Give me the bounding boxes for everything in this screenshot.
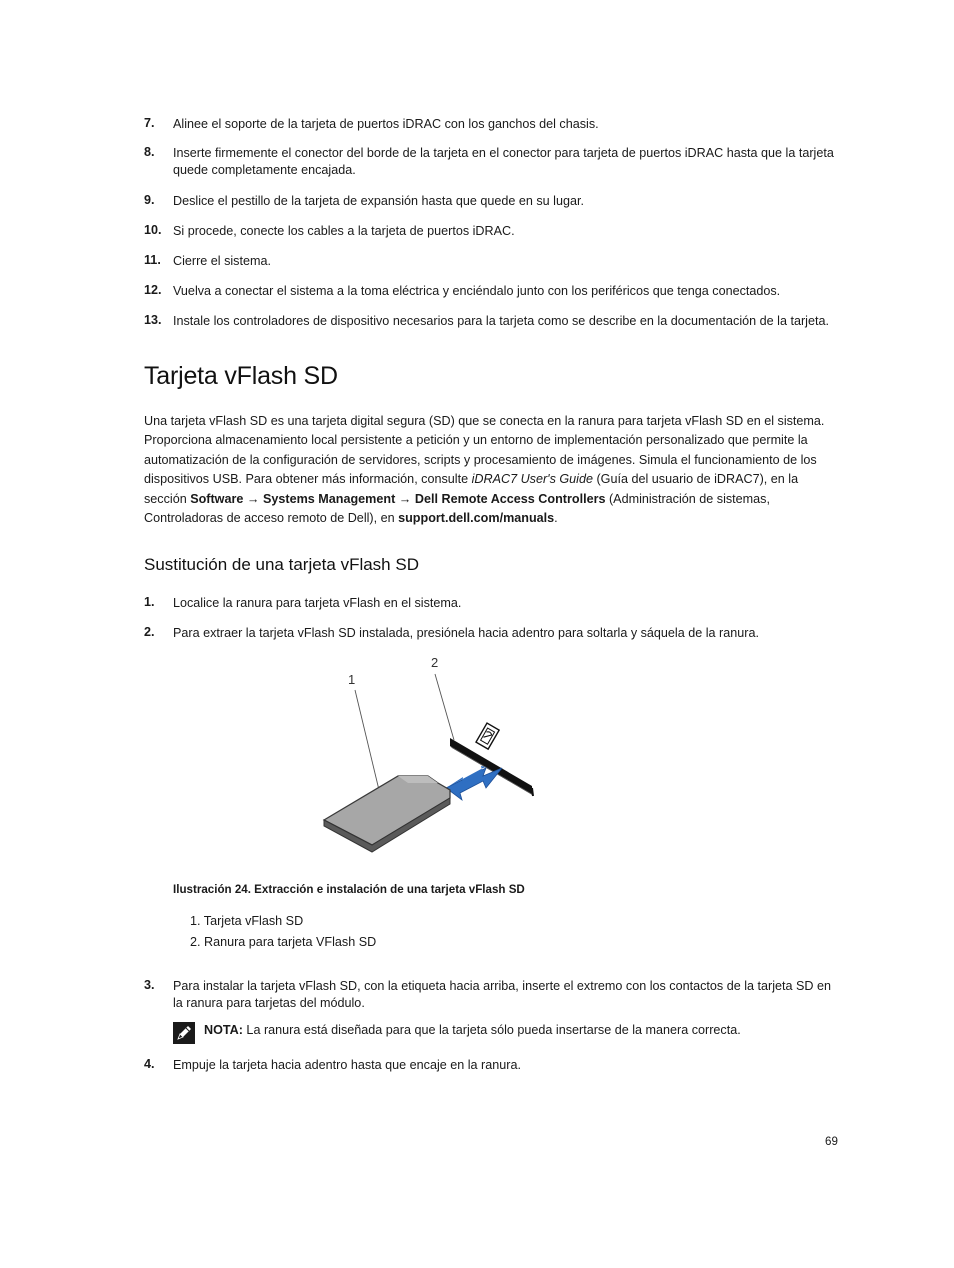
step-text: Inserte firmemente el conector del borde de la tarjeta en el conector para tarjeta de puertos iDRAC hasta que la tarjeta quede completamente encajada. [173,146,834,177]
path-arrow: → [395,491,415,506]
step-number: 11. [144,253,161,267]
step-number: 2. [144,625,155,639]
vflash-sd-card [324,776,450,852]
step-number: 4. [144,1057,155,1071]
step-text: Localice la ranura para tarjeta vFlash en el sistema. [173,596,462,610]
leader-line-1 [355,690,379,790]
menu-path-drac: Dell Remote Access Controllers [414,491,606,506]
step-text: Empuje la tarjeta hacia adentro hasta que encaje en la ranura. [173,1058,521,1072]
step-number: 3. [144,978,155,992]
step-text: Cierre el sistema. [173,254,271,268]
step-text: Alinee el soporte de la tarjeta de puertos iDRAC con los ganchos del chasis. [173,117,599,131]
menu-path-software: Software [190,491,244,506]
note-pencil-icon [173,1022,195,1044]
legend-item-1: 1. Tarjeta vFlash SD [190,914,304,928]
step-text: Para instalar la tarjeta vFlash SD, con la etiqueta hacia arriba, inserte el extremo con los contactos de la tarjeta SD en la ranura para tarjetas del módulo. [173,979,832,1010]
step-text: Vuelva a conectar el sistema a la toma eléctrica y enciéndalo junto con los periféricos que tenga conectados. [173,284,781,298]
sd-logo-icon [476,723,499,749]
step-text: Deslice el pestillo de la tarjeta de expansión hasta que quede en su lugar. [173,194,584,208]
vflash-card-illustration [300,648,560,873]
note-text [204,1023,741,1037]
callout-1: 1 [348,672,356,687]
note-label: NOTA: [204,1023,243,1037]
support-link[interactable]: support.dell.com/manuals [398,511,555,526]
legend-item-2: 2. Ranura para tarjeta VFlash SD [190,935,377,949]
step-text: Para extraer la tarjeta vFlash SD instalada, presiónela hacia adentro para soltarla y sáquela de la ranura. [173,626,759,640]
step-number: 10. [144,223,162,237]
step-number: 8. [144,145,155,159]
leader-line-2 [435,674,454,740]
figure-caption: Ilustración 24. Extracción e instalación de una tarjeta vFlash SD [173,883,525,896]
step-text: Si procede, conecte los cables a la tarjeta de puertos iDRAC. [173,224,515,238]
section-paragraph [144,412,839,528]
step-number: 7. [144,116,155,130]
page-number: 69 [825,1135,838,1148]
para-end: . [554,511,558,526]
para-text-2: (Guía del usuario de iDRAC7), en la sección [144,472,799,506]
para-text-3: (Administración de sistemas, Controladoras de acceso remoto de Dell), en [144,491,770,526]
note-body: La ranura está diseñada para que la tarjeta sólo pueda insertarse de la manera correcta. [242,1023,741,1037]
section-title: Tarjeta vFlash SD [144,362,338,390]
menu-path-systems-management: Systems Management [262,491,396,506]
step-number: 9. [144,193,155,207]
guide-name: iDRAC7 User's Guide [471,472,593,487]
step-number: 1. [144,595,155,609]
path-arrow: → [243,491,263,506]
subsection-title: Sustitución de una tarjeta vFlash SD [144,555,419,574]
step-number: 12. [144,283,162,297]
para-text-1: Una tarjeta vFlash SD es una tarjeta digital segura (SD) que se conecta en la ranura para tarjeta vFlash SD en el sistema. Proporciona almacenamiento local persistente a petición y un entorno de implementación personalizado que permite la automatización de la configuración de servidores, scripts y procesamiento de imágenes. Simula el funcionamiento de los dispositivos USB. Para obtener más información, consulte [144,414,825,487]
callout-2: 2 [431,655,439,670]
step-text: Instale los controladores de dispositivo necesarios para la tarjeta como se describe en la documentación de la tarjeta. [173,314,829,328]
step-number: 13. [144,313,162,327]
